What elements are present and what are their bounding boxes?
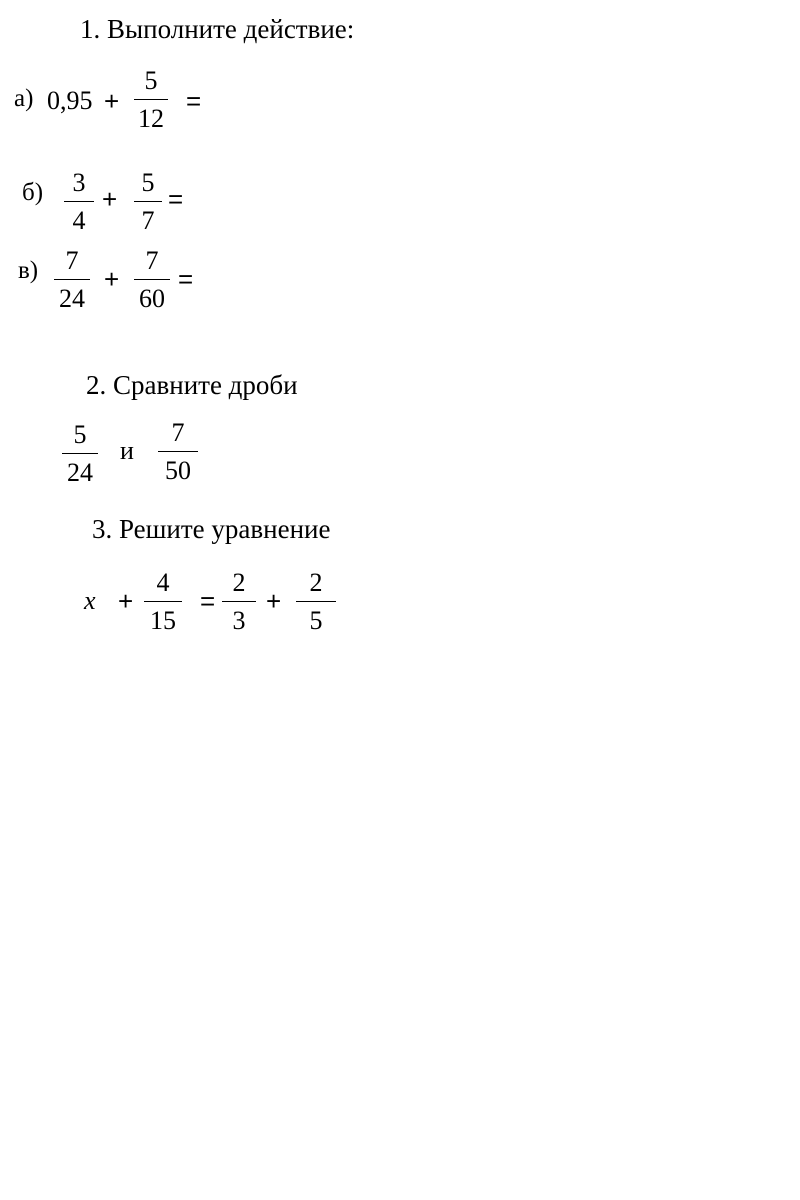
denominator: 7 — [141, 206, 155, 235]
item-a-label: а) — [14, 85, 34, 112]
item-c-fraction-1 — [54, 248, 90, 312]
denominator: 5 — [309, 606, 323, 635]
item-c-plus: + — [104, 264, 120, 294]
numerator: 5 — [144, 66, 158, 95]
compare-and: и — [120, 436, 134, 465]
numerator: 5 — [141, 168, 155, 197]
equation-equals: = — [200, 586, 216, 616]
item-c-equals: = — [178, 264, 194, 294]
item-b-fraction-2 — [134, 170, 162, 234]
item-a-plus: + — [104, 86, 120, 116]
equation-variable: x — [84, 586, 96, 615]
task2-title: 2. Сравните дроби — [86, 370, 298, 400]
item-b-equals: = — [168, 184, 184, 214]
item-b-fraction-1 — [64, 170, 94, 234]
task1-title: 1. Выполните действие: — [80, 14, 355, 44]
item-c-label: в) — [18, 257, 39, 284]
equation-fraction-1 — [144, 570, 182, 634]
task3-title: 3. Решите уравнение — [92, 514, 331, 544]
item-c-fraction-2 — [134, 248, 170, 312]
equation-plus-1: + — [118, 586, 134, 616]
item-a-fraction — [134, 68, 168, 132]
denominator: 60 — [139, 284, 165, 313]
denominator: 3 — [232, 606, 246, 635]
numerator: 7 — [65, 246, 79, 275]
numerator: 7 — [145, 246, 159, 275]
numerator: 5 — [73, 420, 87, 449]
numerator: 7 — [171, 418, 185, 447]
numerator: 2 — [309, 568, 323, 597]
compare-fraction-2 — [158, 420, 198, 484]
denominator: 12 — [138, 104, 164, 133]
denominator: 15 — [150, 606, 176, 635]
denominator: 4 — [72, 206, 86, 235]
item-a-decimal: 0,95 — [47, 86, 93, 115]
item-b-label: б) — [22, 179, 44, 206]
numerator: 3 — [72, 168, 86, 197]
numerator: 4 — [156, 568, 170, 597]
item-b-plus: + — [102, 184, 118, 214]
denominator: 50 — [165, 456, 191, 485]
equation-fraction-2 — [222, 570, 256, 634]
equation-fraction-3 — [296, 570, 336, 634]
denominator: 24 — [59, 284, 85, 313]
equation-plus-2: + — [266, 586, 282, 616]
numerator: 2 — [232, 568, 246, 597]
denominator: 24 — [67, 458, 93, 487]
compare-fraction-1 — [62, 422, 98, 486]
item-a-equals: = — [186, 86, 202, 116]
